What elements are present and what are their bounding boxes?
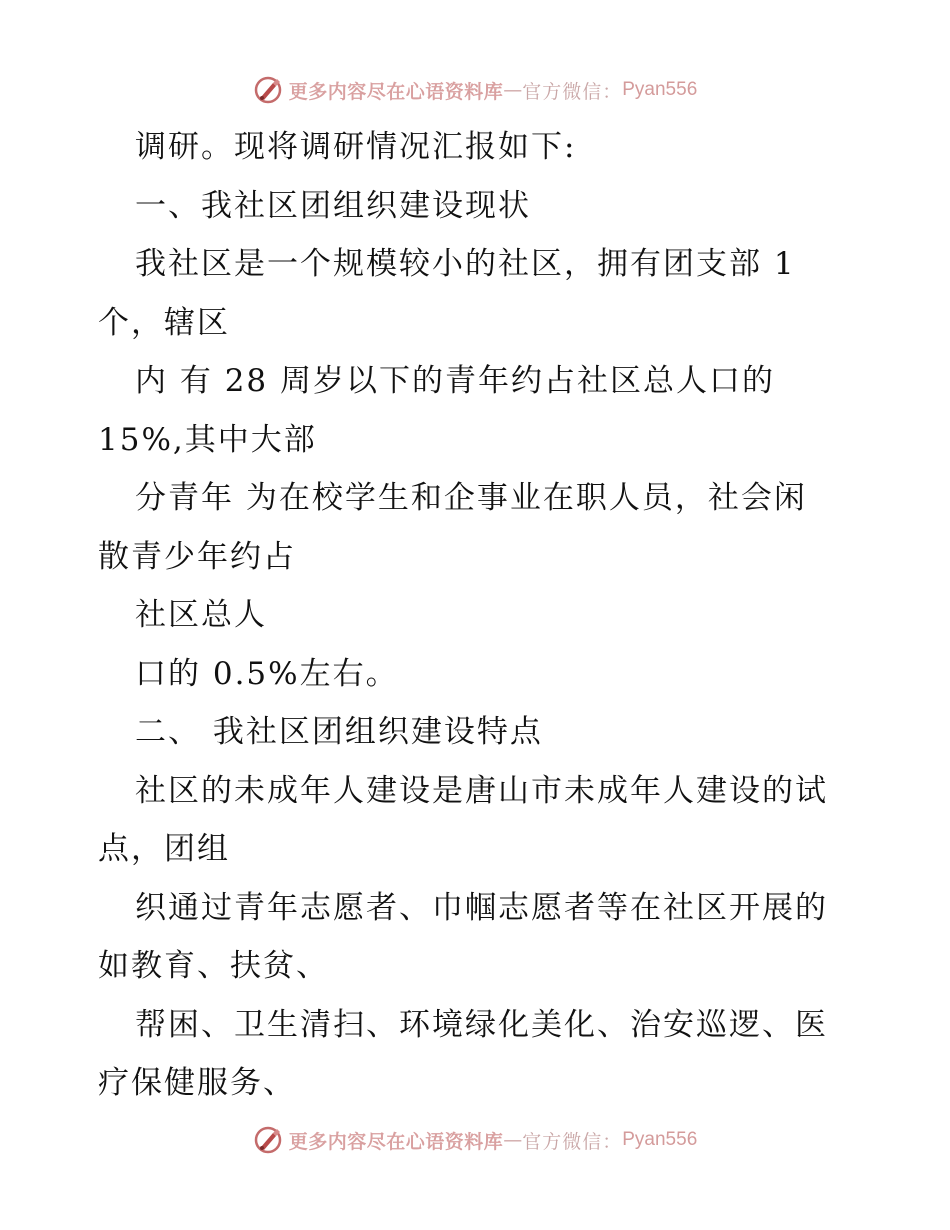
footer-wechat-id: Pyan556 bbox=[622, 1129, 698, 1150]
document-body bbox=[98, 118, 858, 1113]
text-line: 点，团组 bbox=[98, 831, 230, 867]
text-line: 内 有 28 周岁以下的青年约占社区总人口的 bbox=[135, 363, 776, 399]
pen-logo-icon bbox=[253, 1125, 283, 1155]
section-heading: 一、我社区团组织建设现状 bbox=[135, 187, 531, 224]
header-wechat-id: Pyan556 bbox=[622, 79, 698, 100]
text-line: 分青年 为在校学生和企事业在职人员，社会闲 bbox=[135, 480, 807, 516]
text-line: 口的 0.5%左右。 bbox=[135, 655, 399, 692]
text-line: 织通过青年志愿者、巾帼志愿者等在社区开展的 bbox=[135, 889, 828, 926]
text-line: 社区总人 bbox=[135, 597, 267, 633]
header-separator: — bbox=[503, 79, 523, 101]
header-wechat-label: 官方微信： bbox=[522, 80, 623, 103]
header-brand-text: 更多内容尽在心语资料库 bbox=[288, 80, 504, 103]
footer-separator: — bbox=[503, 1129, 523, 1151]
text-line: 帮困、卫生清扫、环境绿化美化、治安巡逻、医 bbox=[135, 1006, 828, 1043]
text-line: 如教育、扶贫、 bbox=[98, 948, 329, 984]
footer-wechat-label: 官方微信： bbox=[522, 1130, 623, 1153]
text-line: 疗保健服务、 bbox=[98, 1065, 296, 1101]
text-line: 社区的未成年人建设是唐山市未成年人建设的试 bbox=[135, 772, 828, 809]
text-line: 散青少年约占 bbox=[98, 538, 296, 575]
text-line: 个，辖区 bbox=[98, 304, 230, 341]
footer-banner bbox=[0, 1120, 950, 1160]
text-line: 调研。现将调研情况汇报如下: bbox=[135, 129, 577, 165]
section-heading: 二、 我社区团组织建设特点 bbox=[135, 714, 543, 750]
text-line: 我社区是一个规模较小的社区，拥有团支部 1 bbox=[135, 246, 796, 282]
footer-brand-text: 更多内容尽在心语资料库 bbox=[288, 1130, 504, 1153]
header-banner bbox=[0, 70, 950, 110]
pen-logo-icon bbox=[253, 75, 283, 105]
text-line: 15%,其中大部 bbox=[98, 421, 317, 458]
